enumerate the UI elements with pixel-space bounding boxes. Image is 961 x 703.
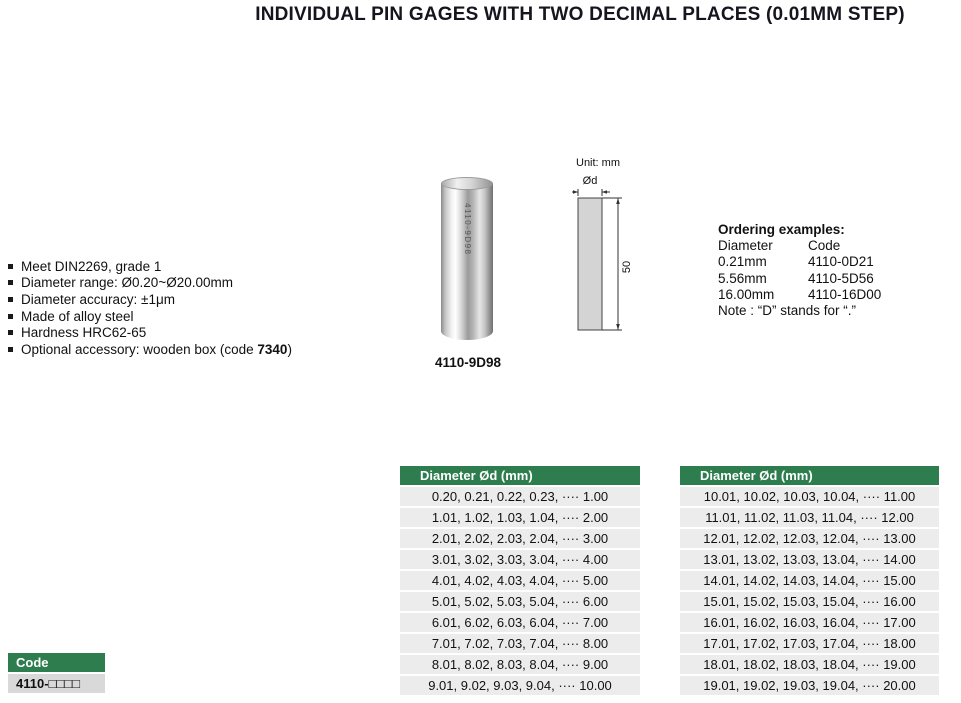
feature-text-suffix: ) <box>287 341 292 357</box>
table-row: 0.20, 0.21, 0.22, 0.23, ···· 1.00 <box>400 487 640 506</box>
table-row: 11.01, 11.02, 11.03, 11.04, ···· 12.00 <box>680 508 939 527</box>
table-row: 19.01, 19.02, 19.03, 19.04, ···· 20.00 <box>680 676 939 695</box>
table-row: 13.01, 13.02, 13.03, 13.04, ···· 14.00 <box>680 550 939 569</box>
table-header: Diameter Ød (mm) <box>680 466 939 485</box>
bullet-icon <box>8 347 13 352</box>
feature-text: Hardness HRC62-65 <box>21 325 147 341</box>
table-row: 5.01, 5.02, 5.03, 5.04, ···· 6.00 <box>400 592 640 611</box>
feature-text <box>21 342 292 357</box>
bullet-icon <box>8 297 13 302</box>
ordering-code: 4110-0D21 <box>808 254 874 270</box>
bullet-icon <box>8 264 13 269</box>
ordering-diameter: 0.21mm <box>718 254 767 270</box>
ordering-diameter: 16.00mm <box>718 286 775 302</box>
ordering-row <box>718 271 958 287</box>
bullet-icon <box>8 314 13 319</box>
feature-item <box>8 324 292 341</box>
dimension-drawing <box>572 171 672 356</box>
arrow-icon <box>602 190 607 194</box>
table-row: 18.01, 18.02, 18.03, 18.04, ···· 19.00 <box>680 655 939 674</box>
ordering-code: 4110-5D56 <box>808 270 874 286</box>
table-row: 3.01, 3.02, 3.03, 3.04, ···· 4.00 <box>400 550 640 569</box>
feature-item <box>8 291 292 308</box>
pin-outline <box>578 198 602 330</box>
bullet-icon <box>8 280 13 285</box>
table-row: 6.01, 6.02, 6.03, 6.04, ···· 7.00 <box>400 613 640 632</box>
pin-engraving: 4110-9D98 <box>463 203 472 256</box>
table-row: 1.01, 1.02, 1.03, 1.04, ···· 2.00 <box>400 508 640 527</box>
table-row: 15.01, 15.02, 15.03, 15.04, ···· 16.00 <box>680 592 939 611</box>
unit-label: Unit: mm <box>576 157 620 169</box>
ordering-code: 4110-16D00 <box>808 286 882 302</box>
table-row: 14.01, 14.02, 14.03, 14.04, ···· 15.00 <box>680 571 939 590</box>
code-box-header: Code <box>8 653 105 672</box>
bullet-icon <box>8 330 13 335</box>
table-row: 9.01, 9.02, 9.03, 9.04, ···· 10.00 <box>400 676 640 695</box>
feature-text: Diameter range: Ø0.20~Ø20.00mm <box>21 275 233 291</box>
table-header: Diameter Ød (mm) <box>400 466 640 485</box>
page-title: INDIVIDUAL PIN GAGES WITH TWO DECIMAL PLACES (0.01MM STEP) <box>255 4 905 25</box>
pin-top-face <box>441 177 493 190</box>
ordering-diameter: 5.56mm <box>718 270 767 286</box>
diameter-table-2 <box>680 466 939 697</box>
ordering-examples <box>718 222 958 319</box>
technical-drawing <box>572 157 672 356</box>
table-row: 10.01, 10.02, 10.03, 10.04, ···· 11.00 <box>680 487 939 506</box>
table-row: 8.01, 8.02, 8.03, 8.04, ···· 9.00 <box>400 655 640 674</box>
feature-item <box>8 258 292 275</box>
feature-text: Diameter accuracy: ±1μm <box>21 291 175 307</box>
table-row: 17.01, 17.02, 17.03, 17.04, ···· 18.00 <box>680 634 939 653</box>
feature-item <box>8 308 292 325</box>
ordering-row <box>718 254 958 270</box>
diameter-table-1 <box>400 466 640 697</box>
table-row: 7.01, 7.02, 7.03, 7.04, ···· 8.00 <box>400 634 640 653</box>
ordering-row <box>718 287 958 303</box>
table-row: 4.01, 4.02, 4.03, 4.04, ···· 5.00 <box>400 571 640 590</box>
table-row: 16.01, 16.02, 16.03, 16.04, ···· 17.00 <box>680 613 939 632</box>
arrow-icon <box>573 190 578 194</box>
feature-list <box>8 258 292 358</box>
arrow-icon <box>616 324 620 330</box>
ordering-header-row <box>718 238 958 254</box>
feature-text: Meet DIN2269, grade 1 <box>21 258 162 274</box>
accessory-code: 7340 <box>257 341 288 357</box>
ordering-title: Ordering examples: <box>718 222 845 237</box>
feature-item <box>8 341 292 358</box>
product-code-label: 4110-9D98 <box>434 355 502 370</box>
ordering-col-diameter: Diameter <box>718 238 773 254</box>
table-row: 2.01, 2.02, 2.03, 2.04, ···· 3.00 <box>400 529 640 548</box>
feature-item <box>8 275 292 292</box>
pin-gage-photo <box>441 177 493 341</box>
diameter-dimension-label: Ød <box>582 175 598 187</box>
ordering-note: Note : “D” stands for “.” <box>718 303 857 319</box>
feature-text: Made of alloy steel <box>21 308 134 324</box>
height-dimension-label: 50 <box>621 260 633 274</box>
feature-text-prefix: Optional accessory: wooden box (code <box>21 341 258 357</box>
arrow-icon <box>616 198 620 204</box>
ordering-col-code: Code <box>808 238 841 254</box>
code-box-value: 4110-□□□□ <box>8 674 105 693</box>
table-row: 12.01, 12.02, 12.03, 12.04, ···· 13.00 <box>680 529 939 548</box>
code-box <box>8 653 105 693</box>
